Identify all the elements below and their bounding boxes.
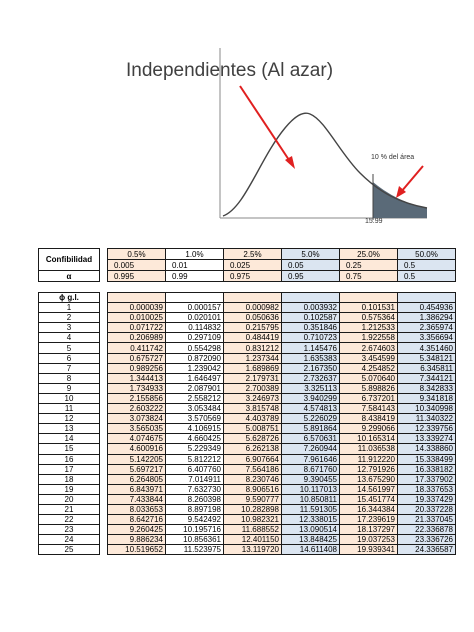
value-cell: 19.337429 [398, 494, 456, 504]
value-cell: 5.226029 [282, 414, 340, 424]
value-cell: 0.102587 [282, 313, 340, 323]
value-cell: 2.674603 [340, 343, 398, 353]
gl-cell: 24 [39, 535, 100, 545]
table-row [39, 424, 456, 434]
value-cell: 4.660425 [166, 434, 224, 444]
value-cell: 1.922558 [340, 333, 398, 343]
value-cell: 12.401150 [224, 535, 282, 545]
value-cell: 1.635383 [282, 353, 340, 363]
value-cell: 22.336878 [398, 525, 456, 535]
pct-cell: 0.5% [108, 249, 166, 260]
value-cell: 0.101531 [340, 303, 398, 313]
value-cell: 15.338499 [398, 454, 456, 464]
value-cell: 0.010025 [108, 313, 166, 323]
prob-cell: 0.01 [166, 260, 224, 271]
value-cell: 9.390455 [282, 474, 340, 484]
value-cell: 5.697217 [108, 464, 166, 474]
area-label: 10 % del área [371, 154, 415, 161]
table-row [39, 504, 456, 514]
value-cell: 1.646497 [166, 373, 224, 383]
value-cell: 1.212533 [340, 323, 398, 333]
value-cell: 0.831212 [224, 343, 282, 353]
table-row [39, 494, 456, 504]
table-row [39, 464, 456, 474]
value-cell: 3.073824 [108, 414, 166, 424]
value-cell: 0.050636 [224, 313, 282, 323]
prob-cell: 0.005 [108, 260, 166, 271]
value-cell: 8.033653 [108, 504, 166, 514]
value-cell: 0.215795 [224, 323, 282, 333]
gl-cell: 18 [39, 474, 100, 484]
table-row [39, 434, 456, 444]
table-row [39, 525, 456, 535]
chi-square-table [38, 292, 456, 555]
table-row [39, 343, 456, 353]
tick-label: 15.99 [365, 218, 383, 225]
gl-cell: 1 [39, 303, 100, 313]
value-cell: 11.912220 [340, 454, 398, 464]
value-cell: 16.344384 [340, 504, 398, 514]
value-cell: 0.003932 [282, 303, 340, 313]
value-cell: 2.179731 [224, 373, 282, 383]
value-cell: 10.282898 [224, 504, 282, 514]
value-cell: 3.454599 [340, 353, 398, 363]
value-cell: 3.815748 [224, 404, 282, 414]
value-cell: 7.564186 [224, 464, 282, 474]
table-row [39, 535, 456, 545]
value-cell: 6.843971 [108, 484, 166, 494]
value-cell: 0.114832 [166, 323, 224, 333]
value-cell: 6.264805 [108, 474, 166, 484]
value-cell: 7.584143 [340, 404, 398, 414]
value-cell: 1.239042 [166, 363, 224, 373]
value-cell: 10.982321 [224, 515, 282, 525]
gl-cell: 12 [39, 414, 100, 424]
value-cell: 8.897198 [166, 504, 224, 514]
value-cell: 9.260425 [108, 525, 166, 535]
gl-cell: 23 [39, 525, 100, 535]
value-cell: 2.558212 [166, 393, 224, 403]
table-row [39, 303, 456, 313]
value-cell: 3.565035 [108, 424, 166, 434]
gl-cell: 20 [39, 494, 100, 504]
value-cell: 5.628726 [224, 434, 282, 444]
value-cell: 0.000982 [224, 303, 282, 313]
value-cell: 18.137297 [340, 525, 398, 535]
value-cell: 21.337045 [398, 515, 456, 525]
figure-title: Independientes (Al azar) [126, 60, 334, 81]
value-cell: 7.961646 [282, 454, 340, 464]
alpha-cell: 0.995 [108, 271, 166, 282]
value-cell: 5.348121 [398, 353, 456, 363]
value-cell: 9.299066 [340, 424, 398, 434]
value-cell: 2.167350 [282, 363, 340, 373]
value-cell: 16.338182 [398, 464, 456, 474]
gl-cell: 21 [39, 504, 100, 514]
value-cell: 9.590777 [224, 494, 282, 504]
gl-cell: 25 [39, 545, 100, 555]
value-cell: 14.611408 [282, 545, 340, 555]
gl-cell: 19 [39, 484, 100, 494]
value-cell: 4.106915 [166, 424, 224, 434]
gl-cell: 6 [39, 353, 100, 363]
value-cell: 1.237344 [224, 353, 282, 363]
value-cell: 7.014911 [166, 474, 224, 484]
gl-cell: 11 [39, 404, 100, 414]
value-cell: 12.791926 [340, 464, 398, 474]
value-cell: 12.339756 [398, 424, 456, 434]
value-cell: 8.230746 [224, 474, 282, 484]
value-cell: 8.438419 [340, 414, 398, 424]
gl-cell: 8 [39, 373, 100, 383]
value-cell: 6.407760 [166, 464, 224, 474]
gl-cell: 10 [39, 393, 100, 403]
value-cell: 23.336726 [398, 535, 456, 545]
value-cell: 5.142205 [108, 454, 166, 464]
table-row [39, 383, 456, 393]
table-row [39, 333, 456, 343]
value-cell: 15.451774 [340, 494, 398, 504]
prob-cell: 0.025 [224, 260, 282, 271]
value-cell: 10.850811 [282, 494, 340, 504]
value-cell: 5.891864 [282, 424, 340, 434]
value-cell: 8.906516 [224, 484, 282, 494]
pct-cell: 50.0% [398, 249, 456, 260]
gl-cell: 5 [39, 343, 100, 353]
value-cell: 0.206989 [108, 333, 166, 343]
value-cell: 7.632730 [166, 484, 224, 494]
gl-cell: 9 [39, 383, 100, 393]
value-cell: 6.737201 [340, 393, 398, 403]
table-row [39, 353, 456, 363]
value-cell: 2.700389 [224, 383, 282, 393]
value-cell: 19.037253 [340, 535, 398, 545]
value-cell: 0.020101 [166, 313, 224, 323]
value-cell: 1.145476 [282, 343, 340, 353]
gl-cell: 15 [39, 444, 100, 454]
value-cell: 0.989256 [108, 363, 166, 373]
value-cell: 5.070640 [340, 373, 398, 383]
value-cell: 20.337228 [398, 504, 456, 514]
pct-cell: 5.0% [282, 249, 340, 260]
value-cell: 9.542492 [166, 515, 224, 525]
value-cell: 0.675727 [108, 353, 166, 363]
table-row [39, 373, 456, 383]
chi-square-figure [215, 48, 430, 233]
value-cell: 5.898826 [340, 383, 398, 393]
value-cell: 6.345811 [398, 363, 456, 373]
value-cell: 13.090514 [282, 525, 340, 535]
value-cell: 8.642716 [108, 515, 166, 525]
alpha-cell: 0.75 [340, 271, 398, 282]
table-row [39, 515, 456, 525]
value-cell: 4.403789 [224, 414, 282, 424]
confidence-table [38, 248, 456, 282]
confidence-label: Confibilidad [39, 249, 100, 271]
value-cell: 4.351460 [398, 343, 456, 353]
prob-cell: 0.5 [398, 260, 456, 271]
value-cell: 5.008751 [224, 424, 282, 434]
value-cell: 24.336587 [398, 545, 456, 555]
value-cell: 2.603222 [108, 404, 166, 414]
table-row [39, 363, 456, 373]
value-cell: 2.732637 [282, 373, 340, 383]
value-cell: 1.344413 [108, 373, 166, 383]
value-cell: 8.671760 [282, 464, 340, 474]
value-cell: 10.519652 [108, 545, 166, 555]
prob-cell: 0.25 [340, 260, 398, 271]
gl-cell: 4 [39, 333, 100, 343]
alpha-cell: 0.5 [398, 271, 456, 282]
table-row [39, 393, 456, 403]
value-cell: 3.325113 [282, 383, 340, 393]
value-cell: 13.119720 [224, 545, 282, 555]
red-arrow-2 [401, 166, 423, 192]
gl-cell: 3 [39, 323, 100, 333]
value-cell: 3.356694 [398, 333, 456, 343]
value-cell: 8.260398 [166, 494, 224, 504]
value-cell: 9.341818 [398, 393, 456, 403]
value-cell: 3.246973 [224, 393, 282, 403]
value-cell: 0.484419 [224, 333, 282, 343]
value-cell: 13.848425 [282, 535, 340, 545]
value-cell: 19.939341 [340, 545, 398, 555]
alpha-cell: 0.975 [224, 271, 282, 282]
table-header: ϕ g.l. [39, 293, 100, 303]
gl-cell: 2 [39, 313, 100, 323]
value-cell: 11.523975 [166, 545, 224, 555]
value-cell: 11.591305 [282, 504, 340, 514]
value-cell: 0.297109 [166, 333, 224, 343]
table-row [39, 454, 456, 464]
value-cell: 11.688552 [224, 525, 282, 535]
value-cell: 4.574813 [282, 404, 340, 414]
value-cell: 4.600916 [108, 444, 166, 454]
alpha-cell: 0.99 [166, 271, 224, 282]
value-cell: 3.940299 [282, 393, 340, 403]
value-cell: 8.342833 [398, 383, 456, 393]
value-cell: 4.074675 [108, 434, 166, 444]
table-row [39, 484, 456, 494]
value-cell: 0.000157 [166, 303, 224, 313]
table-row [39, 404, 456, 414]
table-row [39, 444, 456, 454]
value-cell: 0.575364 [340, 313, 398, 323]
value-cell: 1.689869 [224, 363, 282, 373]
value-cell: 4.254852 [340, 363, 398, 373]
value-cell: 12.338015 [282, 515, 340, 525]
value-cell: 0.351846 [282, 323, 340, 333]
table-row [39, 323, 456, 333]
value-cell: 10.117013 [282, 484, 340, 494]
value-cell: 10.856361 [166, 535, 224, 545]
value-cell: 0.000039 [108, 303, 166, 313]
value-cell: 7.344121 [398, 373, 456, 383]
value-cell: 9.886234 [108, 535, 166, 545]
gl-cell: 13 [39, 424, 100, 434]
gl-cell: 16 [39, 454, 100, 464]
prob-cell: 0.05 [282, 260, 340, 271]
value-cell: 1.734933 [108, 383, 166, 393]
value-cell: 0.411742 [108, 343, 166, 353]
gl-cell: 17 [39, 464, 100, 474]
value-cell: 3.053484 [166, 404, 224, 414]
value-cell: 7.260944 [282, 444, 340, 454]
gl-cell: 14 [39, 434, 100, 444]
value-cell: 2.087901 [166, 383, 224, 393]
table-row [39, 313, 456, 323]
table-row [39, 545, 456, 555]
pct-cell: 25.0% [340, 249, 398, 260]
value-cell: 13.675290 [340, 474, 398, 484]
value-cell: 10.340998 [398, 404, 456, 414]
pct-cell: 2.5% [224, 249, 282, 260]
value-cell: 11.036538 [340, 444, 398, 454]
value-cell: 0.454936 [398, 303, 456, 313]
value-cell: 10.195716 [166, 525, 224, 535]
value-cell: 17.337902 [398, 474, 456, 484]
value-cell: 0.071722 [108, 323, 166, 333]
value-cell: 17.239619 [340, 515, 398, 525]
gl-cell: 22 [39, 515, 100, 525]
value-cell: 0.872090 [166, 353, 224, 363]
value-cell: 6.570631 [282, 434, 340, 444]
value-cell: 6.907664 [224, 454, 282, 464]
value-cell: 5.229349 [166, 444, 224, 454]
value-cell: 13.339274 [398, 434, 456, 444]
alpha-cell: 0.95 [282, 271, 340, 282]
value-cell: 18.337653 [398, 484, 456, 494]
pct-cell: 1.0% [166, 249, 224, 260]
value-cell: 7.433844 [108, 494, 166, 504]
value-cell: 2.365974 [398, 323, 456, 333]
value-cell: 1.386294 [398, 313, 456, 323]
value-cell: 5.812212 [166, 454, 224, 464]
value-cell: 11.340322 [398, 414, 456, 424]
value-cell: 10.165314 [340, 434, 398, 444]
alpha-label: α [39, 271, 100, 282]
value-cell: 14.338860 [398, 444, 456, 454]
red-arrow-1 [240, 86, 291, 163]
value-cell: 14.561997 [340, 484, 398, 494]
value-cell: 0.554298 [166, 343, 224, 353]
value-cell: 0.710723 [282, 333, 340, 343]
value-cell: 3.570569 [166, 414, 224, 424]
gl-cell: 7 [39, 363, 100, 373]
table-row [39, 474, 456, 484]
table-row [39, 414, 456, 424]
value-cell: 6.262138 [224, 444, 282, 454]
value-cell: 2.155856 [108, 393, 166, 403]
